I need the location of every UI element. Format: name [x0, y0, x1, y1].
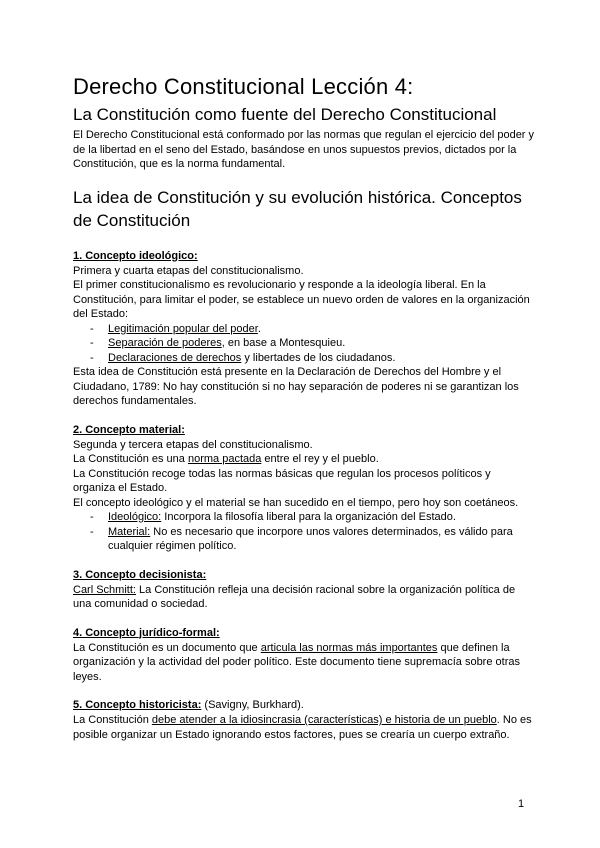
list-item	[73, 351, 535, 366]
list-item	[73, 525, 535, 554]
concept-5-title: 5. Concepto historicista:	[73, 699, 202, 711]
list-item-key: Separación de poderes	[108, 337, 222, 349]
bullet-dash: -	[90, 337, 94, 349]
list-item	[73, 322, 535, 337]
underlined-term: articula las normas más importantes	[260, 641, 438, 654]
concept-2-text: Segunda y tercera etapas del constitucionalismo.	[73, 438, 313, 451]
text-run: La Constitución es una	[73, 453, 188, 465]
concept-3-title: 3. Concepto decisionista:	[73, 568, 207, 581]
concept-1-title: 1. Concepto ideológico:	[73, 249, 198, 262]
concept-3-text	[73, 583, 535, 612]
document-title: Derecho Constitucional Lección 4:	[73, 74, 414, 99]
list-item-text: , en base a Montesquieu.	[221, 337, 346, 349]
concept-5-text	[73, 713, 535, 742]
text-run: que definen la organización y la actividad del poder político. Este documento tiene supremacía sobre otras leyes.	[73, 641, 520, 683]
concept-4-title: 4. Concepto jurídico-formal:	[73, 626, 220, 639]
document-page	[73, 72, 535, 742]
list-item-text: Incorpora la filosofía liberal para la organización del Estado.	[161, 511, 456, 523]
page-number: 1	[518, 798, 525, 810]
list-item-text: y libertades de los ciudadanos.	[241, 351, 396, 364]
list-item-text: No es necesario que incorpore unos valores determinados, es válido para cualquier régimen político.	[108, 525, 513, 552]
text-run: La Constitución es un documento que	[73, 641, 261, 654]
intro-paragraph: El Derecho Constitucional está conformado por las normas que regulan el ejercicio del poder y de la libertad en el seno del Estado, basándose en unos supuestos previos, dictados por la Constitución, que es la norma fundamental.	[73, 129, 535, 170]
list-item-key: Ideológico:	[108, 511, 162, 523]
list-item	[73, 510, 535, 525]
concept-4-text	[73, 641, 535, 685]
text-run: entre el rey y el pueblo.	[261, 453, 379, 465]
concept-1-text: El primer constitucionalismo es revolucionario y responde a la ideología liberal. En la Constitución, para limitar el poder, se establece un nuevo orden de valores en la organización del Estado:	[73, 279, 530, 320]
concept-2-text: La Constitución recoge todas las normas básicas que regulan los procesos políticos y organiza el Estado.	[73, 467, 491, 494]
underlined-term: Carl Schmitt:	[73, 583, 136, 596]
text-run: . No es posible organizar un Estado ignorando estos factores, pues se crearía un cuerpo extraño.	[73, 714, 532, 741]
concept-5-authors: (Savigny, Burkhard).	[201, 699, 304, 711]
concept-2-title: 2. Concepto material:	[73, 423, 185, 436]
list-item-key: Declaraciones de derechos	[108, 351, 242, 364]
concept-2-text	[73, 452, 535, 467]
bullet-dash: -	[90, 525, 94, 538]
list-item	[73, 336, 535, 351]
bullet-dash: -	[90, 511, 94, 523]
concept-2-text: El concepto ideológico y el material se han sucedido en el tiempo, pero hoy son coetáneos.	[73, 496, 519, 509]
concept-2-list	[73, 510, 535, 554]
concept-1-text: Esta idea de Constitución está presente en la Declaración de Derechos del Hombre y el Ciudadano, 1789: No hay constitución si no hay separación de poderes ni se garantizan los derechos fundamentales.	[73, 366, 519, 407]
concept-1-list	[73, 322, 535, 366]
document-subtitle: La Constitución como fuente del Derecho Constitucional	[73, 105, 497, 124]
list-item-key: Material:	[108, 525, 151, 538]
text-run: La Constitución	[73, 714, 152, 726]
bullet-dash: -	[90, 351, 94, 364]
section-heading: La idea de Constitución y su evolución histórica. Conceptos de Constitución	[73, 187, 522, 230]
underlined-term: norma pactada	[187, 453, 262, 465]
underlined-term: debe atender a la idiosincrasia (características) e historia de un pueblo	[151, 714, 497, 726]
concept-5-title-line	[73, 698, 535, 713]
list-item-text: .	[257, 322, 261, 335]
concept-1-text: Primera y cuarta etapas del constitucionalismo.	[73, 264, 304, 277]
text-run: La Constitución refleja una decisión racional sobre la organización política de una comunidad o sociedad.	[73, 583, 516, 610]
list-item-key: Legitimación popular del poder	[108, 322, 258, 335]
bullet-dash: -	[90, 322, 94, 335]
